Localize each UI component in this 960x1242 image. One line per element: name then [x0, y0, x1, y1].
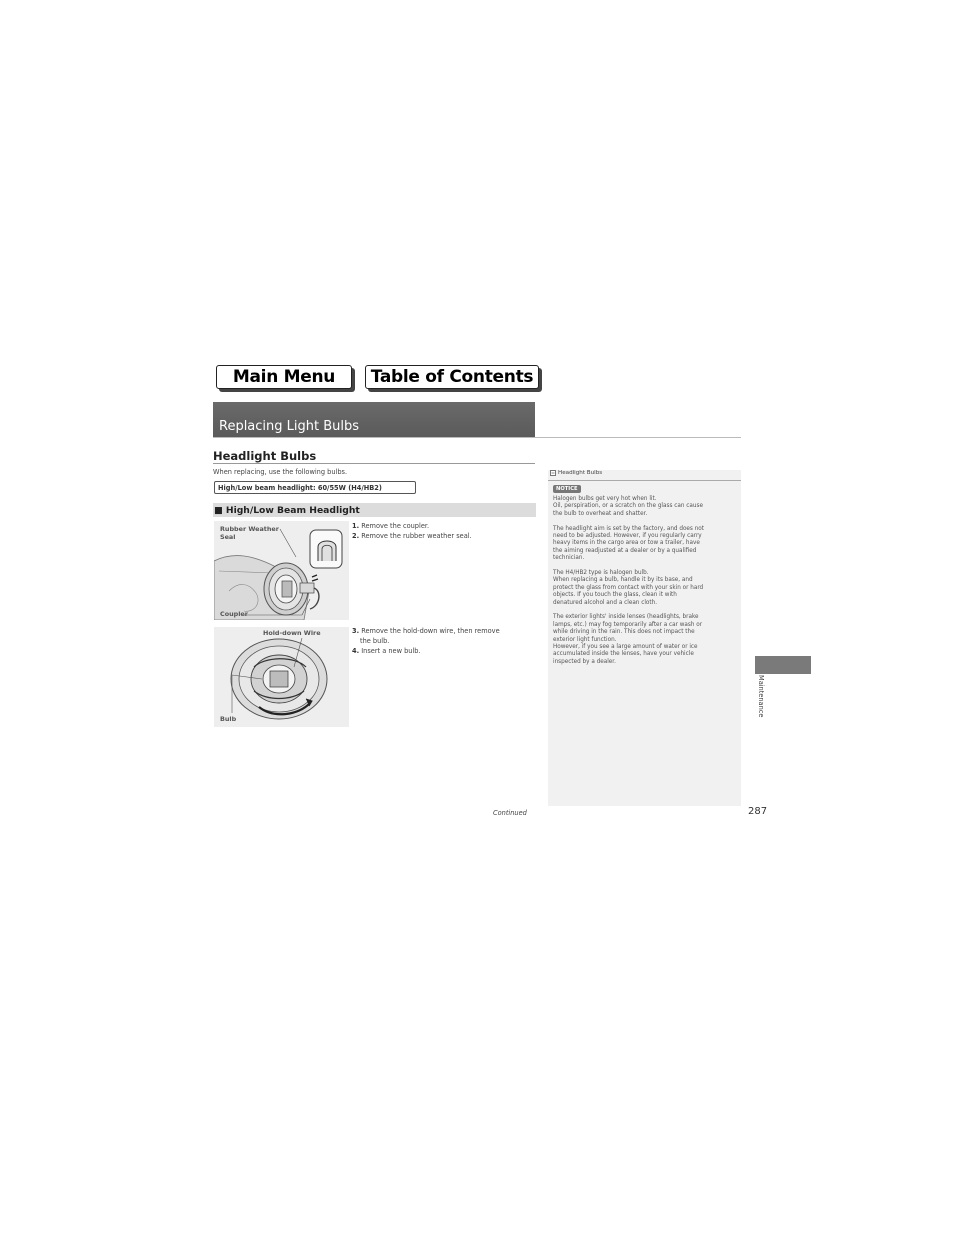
note-paragraph: The exterior lights' inside lenses (headlights, brake lamps, etc.) may fog temporarily after a car wash or while driving in the rain. This does not impact the exterior light function. However, if you see a large amount of water or ice accumulated inside the lenses, have your vehicle inspected by a dealer.: [553, 614, 703, 665]
section-divider: [213, 437, 741, 438]
continued-label: Continued: [493, 809, 527, 817]
chapter-tab: [755, 656, 811, 674]
step-number: 2.: [352, 532, 360, 540]
figure-coupler-seal: [214, 521, 349, 620]
step-item: [352, 531, 472, 541]
section-title: Replacing Light Bulbs: [219, 419, 360, 434]
chapter-label-text: Maintenance: [757, 675, 765, 718]
step-text: Remove the coupler.: [361, 522, 430, 530]
label-seal-line1: Rubber Weather: [220, 525, 279, 533]
note-paragraph: Halogen bulbs get very hot when lit. Oil, perspiration, or a scratch on the glass can cause the bulb to overheat and shatter.: [553, 496, 703, 517]
note-marker-icon: [550, 470, 556, 476]
note-paragraph: The H4/HB2 type is halogen bulb. When replacing a bulb, handle it by its base, and protect the glass from contact with your skin or hard objects. If you touch the glass, clean it with denatured alcohol and a clean cloth.: [553, 570, 704, 606]
sidebar-text: [553, 496, 737, 674]
page-number: 287: [748, 806, 768, 817]
bulb-socket-illustration: [214, 627, 349, 727]
note-paragraph: The headlight aim is set by the factory, and does not need to be adjusted. However, if you regularly carry heavy items in the cargo area or tow a trailer, have the aiming readjusted at a dealer or by a qualified technician.: [553, 525, 705, 562]
step-text: Insert a new bulb.: [361, 647, 421, 655]
steps-group-1: [352, 521, 472, 541]
label-rubber-weather-seal: [220, 526, 279, 541]
bulb-spec-text: High/Low beam headlight: 60/55W (H4/HB2): [218, 483, 382, 492]
intro-text: When replacing, use the following bulbs.: [213, 468, 348, 476]
step-item: [352, 626, 500, 636]
step-text: Remove the hold-down wire, then remove: [361, 627, 500, 635]
step-continuation: the bulb.: [360, 637, 390, 645]
main-menu-button[interactable]: Main Menu: [216, 365, 352, 389]
sidebar-heading-text: Headlight Bulbs: [558, 470, 603, 476]
steps-group-2: [352, 626, 500, 656]
sidebar-divider: [548, 480, 741, 481]
chapter-label: [757, 675, 767, 725]
label-seal-line2: Seal: [220, 532, 236, 541]
step-number: 4.: [352, 647, 360, 655]
subsection-heading: ■ High/Low Beam Headlight: [213, 503, 536, 517]
page-heading: Headlight Bulbs: [213, 449, 317, 463]
step-number: 3.: [352, 627, 360, 635]
section-title-bar: [213, 402, 535, 438]
figure-hold-down-wire: [214, 627, 349, 727]
step-number: 1.: [352, 522, 360, 530]
step-text: Remove the rubber weather seal.: [361, 532, 472, 540]
label-hold-down-wire: Hold-down Wire: [263, 629, 321, 637]
label-bulb: Bulb: [220, 715, 237, 723]
heading-divider: [213, 463, 535, 464]
step-item: [352, 521, 472, 531]
notes-sidebar: [548, 470, 741, 806]
table-of-contents-button[interactable]: Table of Contents: [365, 365, 539, 389]
notice-badge: NOTICE: [553, 485, 581, 493]
sidebar-heading: [550, 470, 602, 476]
step-item: [352, 646, 500, 656]
bulb-spec-box: [214, 481, 416, 494]
label-coupler: Coupler: [220, 610, 248, 618]
